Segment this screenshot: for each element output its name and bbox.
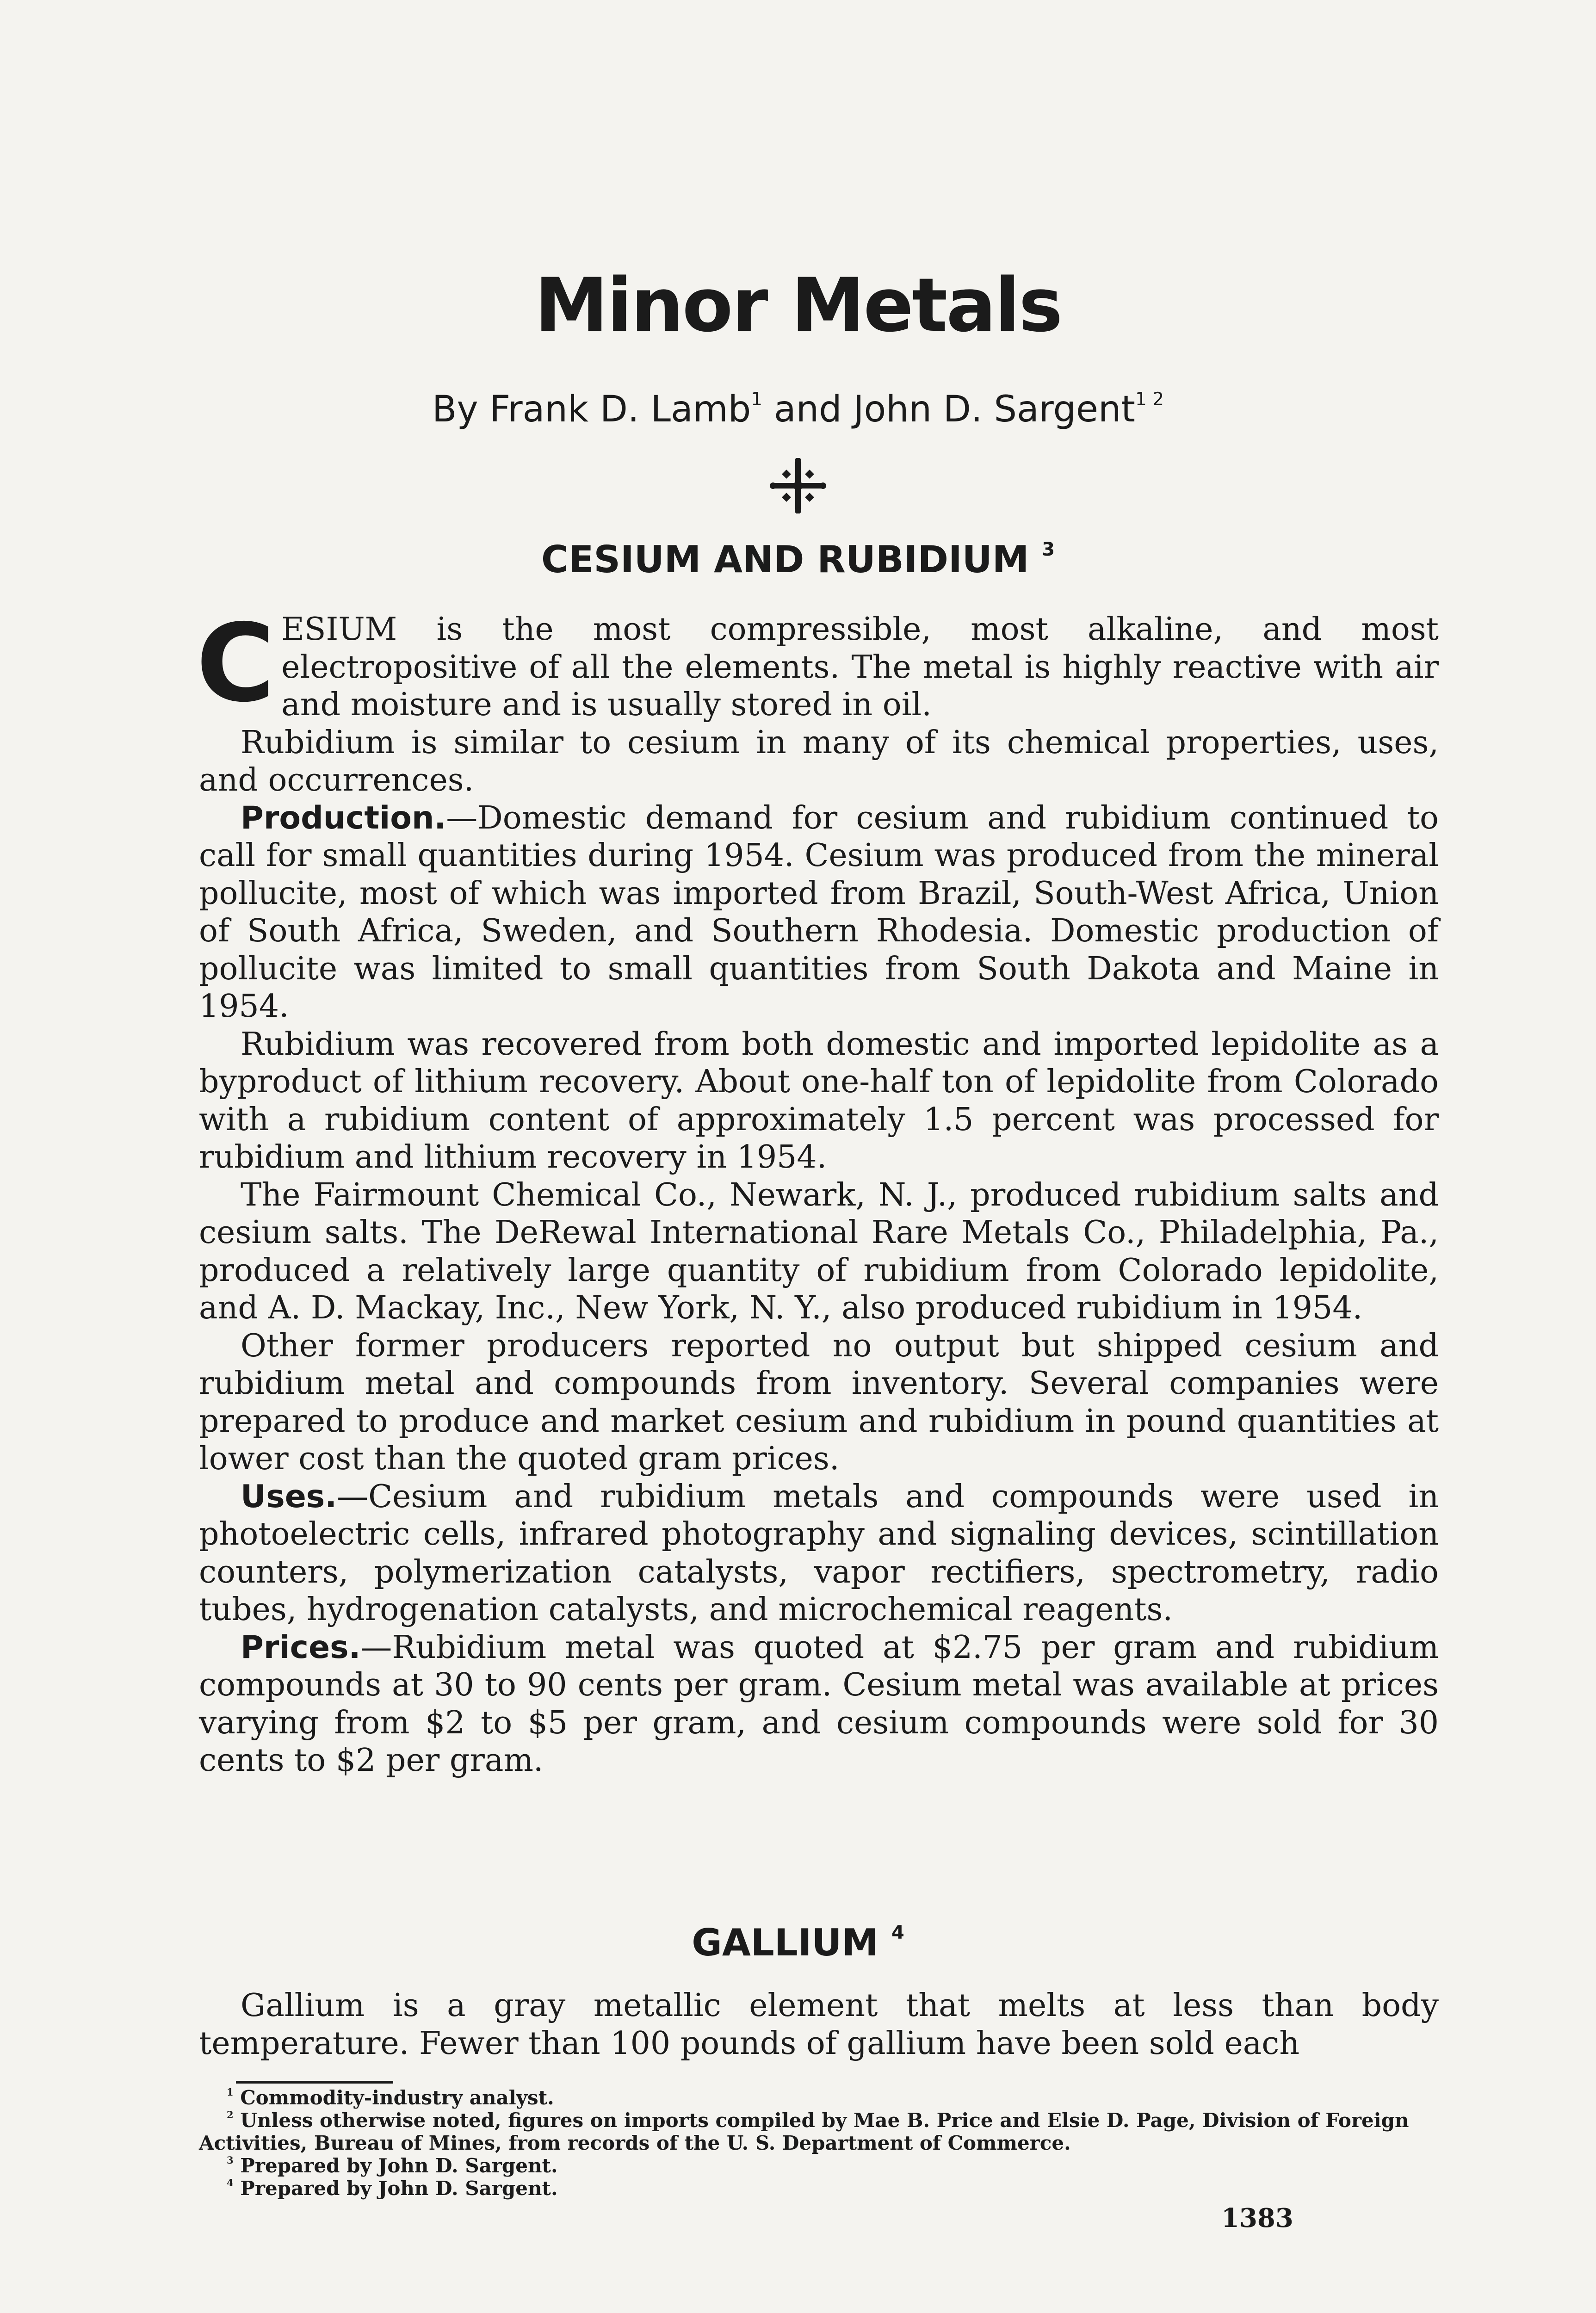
section-heading-cesium-rubidium: CESIUM AND RUBIDIUM $^3$ — [541, 538, 1055, 581]
paragraph-rubidium-recovery: Rubidium was recovered from both domestic and imported lepidolite as a byproduct of lithium recovery. About one-half ton of lepidolite from Colorado with a rubidium content of approximately 1.5 percent was processed for rubidium and lithium recovery in 1954. — [199, 1026, 1439, 1175]
paragraph-former-producers: Other former producers reported no output but shipped cesium and rubidium metal and compounds from inventory. Several companies were prepared to produce and market cesium and rubidium in pound quantities at lower cost than the quoted gram prices. — [199, 1327, 1439, 1477]
paragraph-rubidium-intro: Rubidium is similar to cesium in many of its chemical properties, uses, and occurrences. — [199, 724, 1439, 798]
footnote-1: $^1$ Commodity-industry analyst. — [227, 2086, 554, 2109]
cesium-rubidium-body — [196, 601, 1439, 1780]
paragraph-production: Production.—Domestic demand for cesium and rubidium continued to call for small quantities during 1954. Cesium was produced from the mineral pollucite, most of which was imported from Brazil, South-West Africa, Union of South Africa, Sweden, and Southern Rhodesia. Domestic production of pollucite was limited to small quantities from South Dakota and Maine in 1954. — [199, 799, 1439, 1025]
section-heading-gallium: GALLIUM $^4$ — [692, 1921, 904, 1964]
footnote-4: $^4$ Prepared by John D. Sargent. — [227, 2177, 558, 2200]
paragraph-cesium-intro: CESIUM is the most compressible, most alkaline, and most electropositive of all the elements. The metal is highly reactive with air and moisture and is usually stored in oil. — [196, 601, 1439, 726]
heading-footnote-ref-4[interactable]: 4 — [891, 1922, 904, 1943]
byline-author-2: and John D. Sargent — [762, 389, 1136, 430]
uses-lead: Uses. — [241, 1478, 337, 1515]
production-lead: Production. — [241, 799, 446, 836]
byline-author-1: By Frank D. Lamb — [432, 389, 751, 430]
byline-footnote-ref-1[interactable]: 1 — [751, 389, 763, 410]
drop-cap: C — [196, 601, 275, 726]
prices-lead: Prices. — [241, 1629, 361, 1666]
byline-footnote-ref-2[interactable]: 1 2 — [1135, 389, 1164, 410]
paragraph-uses: Uses.—Cesium and rubidium metals and compounds were used in photoelectric cells, infrared photography and signaling devices, scintillation counters, polymerization catalysts, vapor rectifiers, spectrometry, radio tubes, hydrogenation catalysts, and microchemical reagents. — [199, 1478, 1439, 1628]
fleuron-ornament-icon — [770, 458, 826, 513]
page-number: 1383 — [1221, 2203, 1293, 2233]
footnotes — [199, 2086, 1439, 2200]
paragraph-producers: The Fairmount Chemical Co., Newark, N. J., produced rubidium salts and cesium salts. The DeRewal International Rare Metals Co., Philadelphia, Pa., produced a relatively large quantity of rubidium from Colorado lepidolite, and A. D. Mackay, Inc., New York, N. Y., also produced rubidium in 1954. — [199, 1176, 1439, 1326]
paragraph-gallium-intro: Gallium is a gray metallic element that melts at less than body temperature. Fewer than 100 pounds of gallium have been sold each — [199, 1987, 1439, 2062]
footnote-divider — [236, 2081, 393, 2084]
byline — [0, 386, 1596, 433]
footnote-3: $^3$ Prepared by John D. Sargent. — [227, 2154, 558, 2177]
footnote-2: $^2$ Unless otherwise noted, figures on imports compiled by Mae B. Price and Elsie D. Page, Division of Foreign Activities, Bureau of Mines, from records of the U. S. Department of Commerce. — [199, 2109, 1409, 2154]
paragraph-prices: Prices.—Rubidium metal was quoted at $2.75 per gram and rubidium compounds at 30 to 90 cents per gram. Cesium metal was available at prices varying from $2 to $5 per gram, and cesium compounds were sold for 30 cents to $2 per gram. — [199, 1629, 1439, 1779]
page-title: Minor Metals — [534, 262, 1062, 348]
heading-footnote-ref-3[interactable]: 3 — [1042, 539, 1055, 560]
gallium-body — [199, 1987, 1439, 2062]
